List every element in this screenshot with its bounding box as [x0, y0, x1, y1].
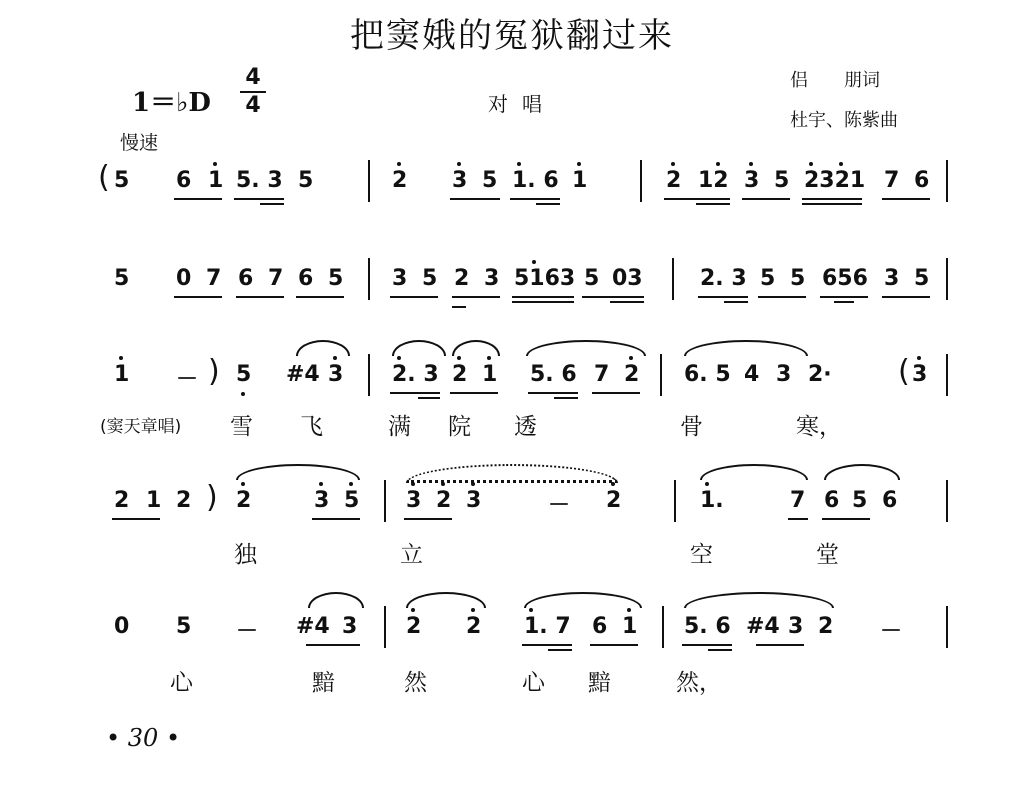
note: 2	[666, 168, 682, 193]
note: 12	[698, 168, 729, 193]
slur	[684, 592, 834, 608]
beam	[112, 518, 160, 520]
beam	[554, 397, 578, 399]
high-dot	[529, 608, 533, 612]
high-dot	[671, 162, 675, 166]
beam	[592, 392, 640, 394]
note: 2	[818, 614, 834, 639]
slur	[684, 340, 808, 356]
note: 6	[238, 266, 254, 291]
score-row-1	[100, 160, 960, 200]
key-signature: 1＝♭D	[132, 88, 211, 118]
intro-close-paren: )	[208, 354, 220, 389]
dash: －	[176, 367, 199, 392]
lyric: 心	[170, 670, 193, 696]
high-dot	[457, 356, 461, 360]
note: #4	[746, 614, 780, 639]
note: 3	[342, 614, 358, 639]
lyric: 堂	[816, 542, 839, 568]
beam	[296, 296, 344, 298]
bar-line	[662, 606, 664, 648]
beam	[834, 301, 854, 303]
beam	[590, 644, 638, 646]
beam	[724, 301, 748, 303]
note: 7	[594, 362, 610, 387]
note: 5	[114, 266, 130, 291]
bar-line	[640, 160, 642, 202]
note: 2	[624, 362, 640, 387]
note: 2. 3	[700, 266, 747, 291]
lyric: 透	[514, 414, 537, 440]
lyric: 满	[388, 414, 411, 440]
note: 2	[436, 488, 452, 513]
high-dot	[611, 482, 615, 486]
high-dot	[471, 608, 475, 612]
lyric: 寒，	[796, 414, 842, 440]
high-dot	[839, 162, 843, 166]
note: 2	[452, 362, 468, 387]
note: 5	[790, 266, 806, 291]
high-dot	[397, 356, 401, 360]
note: 0	[114, 614, 130, 639]
note: 6	[592, 614, 608, 639]
high-dot	[532, 260, 536, 264]
beam	[698, 296, 748, 298]
note: 6	[824, 488, 840, 513]
beam	[682, 644, 732, 646]
note: 1	[572, 168, 588, 193]
high-dot	[213, 162, 217, 166]
note: 6	[298, 266, 314, 291]
note: 5	[914, 266, 930, 291]
performance-form: 对唱	[488, 92, 556, 116]
bar-line	[660, 354, 662, 396]
beam	[452, 296, 500, 298]
note: 7	[884, 168, 900, 193]
lyric: 院	[448, 414, 471, 440]
note: 3	[744, 168, 760, 193]
lyric: 空	[690, 542, 713, 568]
note: 1. 7	[524, 614, 571, 639]
beam	[510, 198, 560, 200]
lyric: 骨	[680, 414, 703, 440]
note: 5	[482, 168, 498, 193]
note: 5. 3	[236, 168, 283, 193]
note: 3	[314, 488, 330, 513]
high-dot	[397, 162, 401, 166]
slur	[236, 464, 360, 480]
score-row-4	[100, 480, 960, 520]
composer-credit: 杜宇、陈紫曲	[790, 110, 898, 131]
note: 656	[822, 266, 868, 291]
bar-line	[946, 354, 948, 396]
note: 1.	[700, 488, 724, 513]
beam	[236, 296, 284, 298]
lyric: 飞	[300, 414, 323, 440]
lyricist-credit: 侣 朋词	[790, 70, 880, 91]
beam	[802, 198, 862, 200]
note: 2. 3	[392, 362, 439, 387]
beam	[536, 203, 560, 205]
beam	[174, 198, 222, 200]
note: 3	[406, 488, 422, 513]
bar-line	[946, 160, 948, 202]
beam	[522, 644, 572, 646]
beam	[802, 203, 862, 205]
note: 2	[406, 614, 422, 639]
lyric: 黯	[312, 670, 335, 696]
note: 3	[328, 362, 344, 387]
beam	[610, 301, 644, 303]
beam	[390, 392, 440, 394]
score-row-5	[100, 606, 960, 646]
note: 3	[788, 614, 804, 639]
note: 5	[584, 266, 600, 291]
beam	[306, 644, 360, 646]
beam	[548, 649, 572, 651]
high-dot	[487, 356, 491, 360]
note: 7	[268, 266, 284, 291]
bar-line	[384, 606, 386, 648]
page-number: • 30 •	[106, 724, 181, 752]
note: 0	[176, 266, 192, 291]
note: 1	[208, 168, 224, 193]
slur	[700, 464, 808, 480]
note: 2	[466, 614, 482, 639]
dash: －	[880, 619, 903, 644]
note: 2	[606, 488, 622, 513]
note: 5	[236, 362, 252, 387]
lyric: 心	[522, 670, 545, 696]
note: 4	[744, 362, 760, 387]
song-title: 把窦娥的冤狱翻过来	[350, 16, 674, 56]
slur	[392, 340, 446, 356]
bar-line	[384, 480, 386, 522]
high-dot	[809, 162, 813, 166]
beam	[882, 296, 930, 298]
beam	[390, 296, 438, 298]
note: 2·	[808, 362, 832, 387]
note: 3	[392, 266, 408, 291]
beam	[452, 306, 466, 308]
high-dot	[241, 482, 245, 486]
score-row-3	[100, 354, 960, 394]
note: 5	[298, 168, 314, 193]
dash: －	[236, 619, 259, 644]
note: 1	[482, 362, 498, 387]
note: 5	[760, 266, 776, 291]
bar-line	[946, 606, 948, 648]
note: 2321	[804, 168, 866, 193]
bar-line	[368, 258, 370, 300]
beam	[664, 198, 730, 200]
beam	[234, 198, 284, 200]
beam	[450, 392, 498, 394]
note: 1	[622, 614, 638, 639]
note: 3	[484, 266, 500, 291]
interlude-open-paren: (	[898, 354, 910, 389]
note: 3	[912, 362, 928, 387]
slur	[406, 592, 486, 608]
beam	[528, 392, 578, 394]
note: 5	[344, 488, 360, 513]
beam	[418, 397, 440, 399]
lyric: 黯	[588, 670, 611, 696]
beam	[174, 296, 222, 298]
tie-dotted	[406, 464, 618, 483]
beam	[788, 518, 808, 520]
beam	[312, 518, 360, 520]
high-dot	[319, 482, 323, 486]
note: 2	[454, 266, 470, 291]
singer-annotation: (窦天章唱)	[100, 417, 182, 437]
note: 1	[146, 488, 162, 513]
bar-line	[368, 160, 370, 202]
note: 1	[114, 362, 130, 387]
interlude-close-paren: )	[206, 480, 218, 515]
beam	[820, 296, 868, 298]
beam	[450, 198, 500, 200]
note: 5	[422, 266, 438, 291]
beam	[512, 296, 574, 298]
lyric: 然，	[676, 670, 722, 696]
note: 03	[612, 266, 643, 291]
note: 7	[790, 488, 806, 513]
note: 3	[884, 266, 900, 291]
high-dot	[577, 162, 581, 166]
intro-open-paren: (	[98, 160, 110, 195]
bar-line	[946, 480, 948, 522]
note: #4	[286, 362, 320, 387]
time-signature	[240, 66, 266, 118]
note: 2	[176, 488, 192, 513]
bar-line	[674, 480, 676, 522]
score-row-2	[100, 258, 960, 298]
high-dot	[517, 162, 521, 166]
lyric: 独	[234, 542, 257, 568]
note: 6	[914, 168, 930, 193]
note: 5. 6	[530, 362, 577, 387]
time-signature-top: 4	[245, 65, 261, 90]
note: 5	[114, 168, 130, 193]
note: 6	[176, 168, 192, 193]
low-dot	[241, 392, 245, 396]
lyric: 立	[400, 542, 423, 568]
high-dot	[917, 356, 921, 360]
high-dot	[119, 356, 123, 360]
high-dot	[716, 162, 720, 166]
note: 3	[452, 168, 468, 193]
slur	[452, 340, 500, 356]
slur	[824, 464, 900, 480]
beam	[512, 301, 574, 303]
lyric: 雪	[230, 414, 253, 440]
note: 5163	[514, 266, 576, 291]
note: 2	[392, 168, 408, 193]
beam	[758, 296, 806, 298]
note: 5	[176, 614, 192, 639]
high-dot	[333, 356, 337, 360]
high-dot	[629, 356, 633, 360]
dash: －	[548, 493, 571, 518]
note: 3	[776, 362, 792, 387]
beam	[260, 203, 284, 205]
note: 5	[852, 488, 868, 513]
note: #4	[296, 614, 330, 639]
beam	[404, 518, 452, 520]
beam	[822, 518, 870, 520]
beam	[882, 198, 930, 200]
beam	[696, 203, 730, 205]
note: 5	[774, 168, 790, 193]
slur	[296, 340, 350, 356]
note: 6. 5	[684, 362, 731, 387]
bar-line	[946, 258, 948, 300]
beam	[582, 296, 644, 298]
slur	[308, 592, 364, 608]
high-dot	[705, 482, 709, 486]
beam	[756, 644, 804, 646]
beam	[708, 649, 732, 651]
high-dot	[349, 482, 353, 486]
tempo-marking: 慢速	[120, 132, 159, 154]
note: 1. 6	[512, 168, 559, 193]
note: 6	[882, 488, 898, 513]
note: 5. 6	[684, 614, 731, 639]
note: 5	[328, 266, 344, 291]
high-dot	[411, 608, 415, 612]
beam	[742, 198, 790, 200]
slur	[524, 592, 642, 608]
note: 2	[114, 488, 130, 513]
time-signature-bottom: 4	[245, 93, 261, 118]
note: 3	[466, 488, 482, 513]
note: 2	[236, 488, 252, 513]
bar-line	[368, 354, 370, 396]
bar-line	[672, 258, 674, 300]
lyric: 然	[404, 670, 427, 696]
slur	[526, 340, 646, 356]
high-dot	[749, 162, 753, 166]
high-dot	[457, 162, 461, 166]
high-dot	[627, 608, 631, 612]
note: 7	[206, 266, 222, 291]
